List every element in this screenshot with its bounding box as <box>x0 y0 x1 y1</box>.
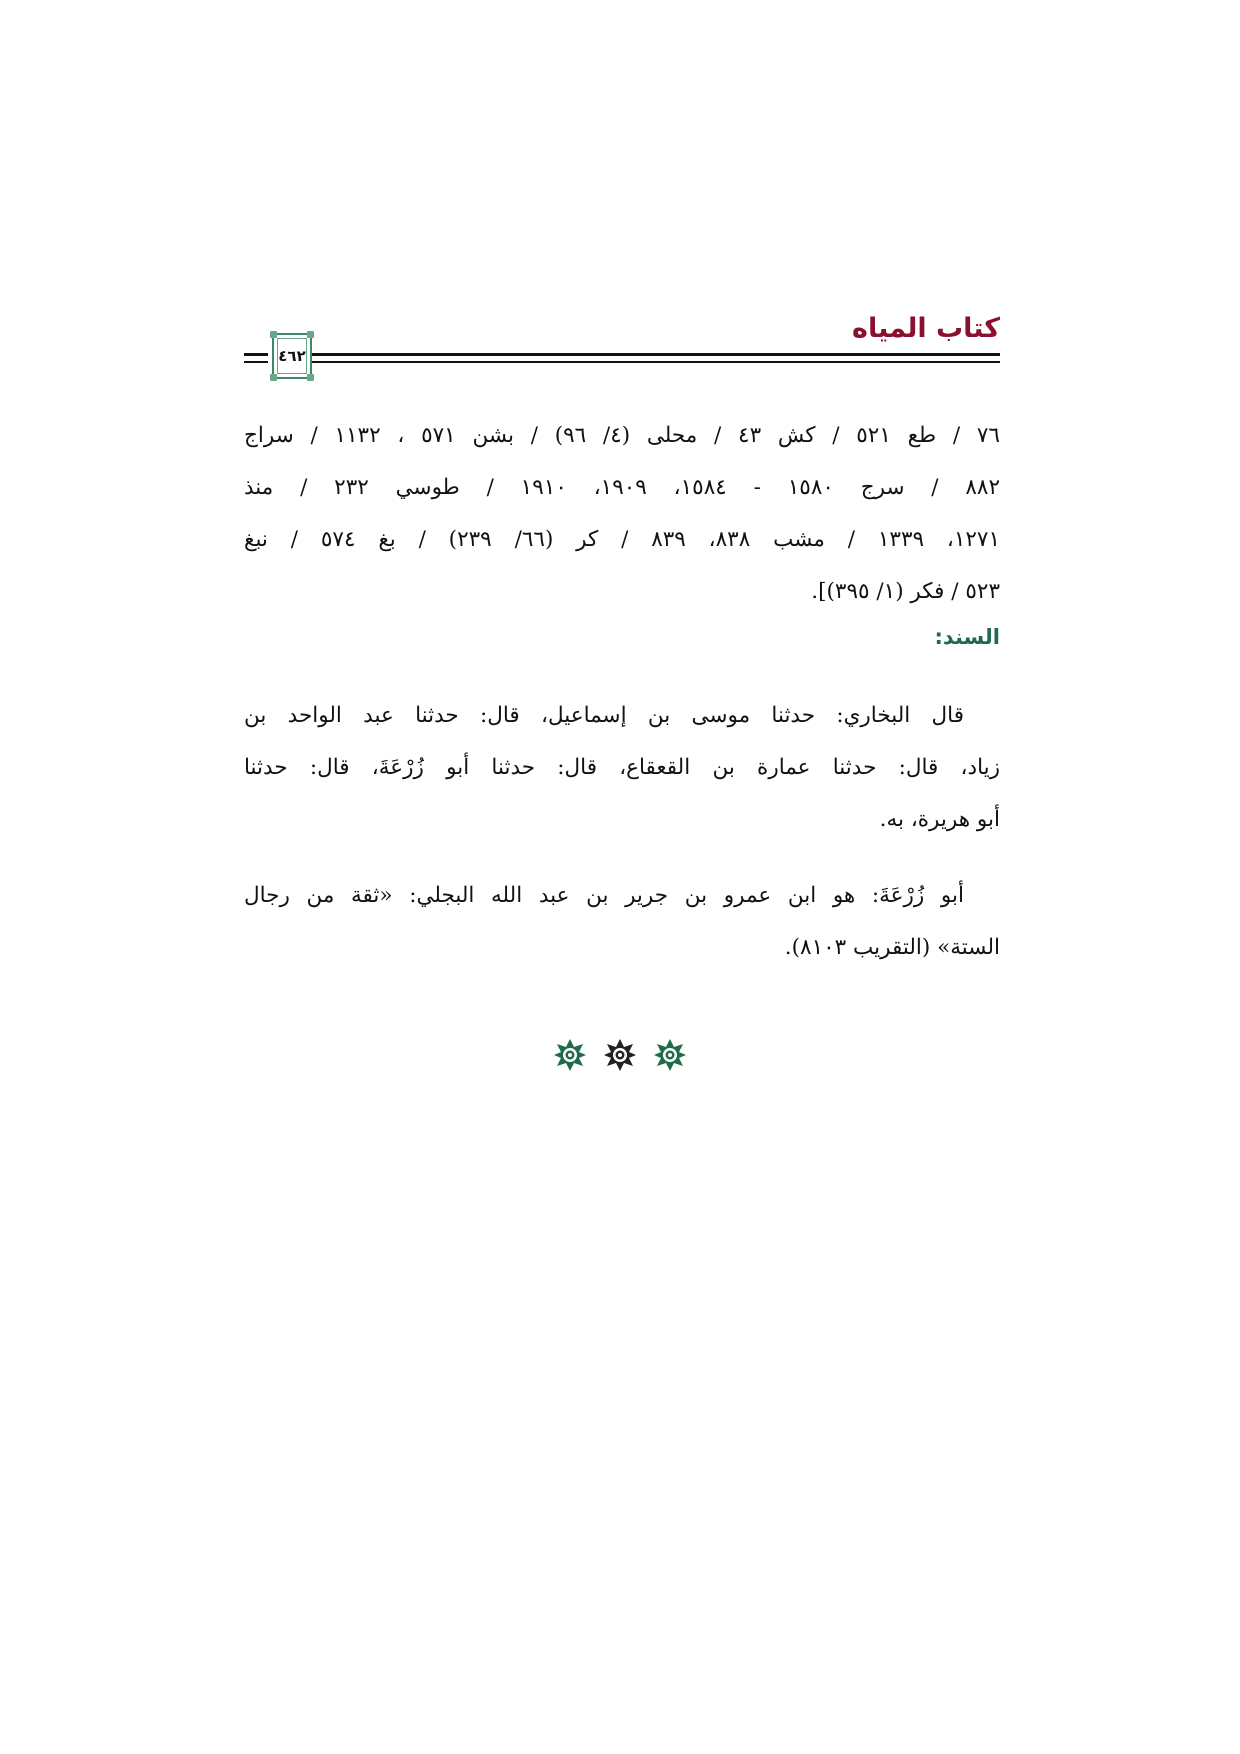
page-number: ٤٦٢ <box>278 347 306 365</box>
green-star-ornament-icon <box>653 1038 687 1072</box>
page-number-badge <box>272 333 312 379</box>
header-rule-top <box>310 353 1000 356</box>
reference-line: ٨٨٢ / سرج ١٥٨٠ - ١٥٨٤، ١٩٠٩، ١٩١٠ / طوسي ٢٣٢ / منذ <box>244 475 1001 500</box>
paragraph-line: زياد، قال: حدثنا عمارة بن القعقاع، قال: حدثنا أبو زُرْعَةَ، قال: حدثنا <box>244 755 1000 780</box>
header-rule-bottom-left <box>244 361 268 363</box>
paragraph-line: أبو زُرْعَةَ: هو ابن عمرو بن جرير بن عبد الله البجلي: «ثقة من رجال <box>244 883 964 908</box>
badge-corner-icon <box>307 374 314 381</box>
reference-line: ٧٦ / طع ٥٢١ / كش ٤٣ / محلى (٤/ ٩٦) / بشن ٥٧١ ، ١١٣٢ / سراج <box>244 423 1000 448</box>
reference-line: ١٢٧١، ١٣٣٩ / مشب ٨٣٨، ٨٣٩ / كر (٦٦/ ٢٣٩) / بغ ٥٧٤ / نبغ <box>244 527 1001 552</box>
green-star-ornament-icon <box>553 1038 587 1072</box>
paragraph-line: الستة» (التقريب ٨١٠٣). <box>784 935 1000 960</box>
running-title: كتاب المياه <box>852 313 1000 344</box>
references-block <box>244 410 1000 618</box>
black-star-ornament-icon <box>603 1038 637 1072</box>
header-rule-top-left <box>244 353 268 356</box>
reference-line: ٥٢٣ / فكر (١/ ٣٩٥)]. <box>811 579 1000 604</box>
paragraph-line: أبو هريرة، به. <box>879 807 1000 832</box>
paragraph-line: قال البخاري: حدثنا موسى بن إسماعيل، قال: حدثنا عبد الواحد بن <box>244 703 964 728</box>
badge-corner-icon <box>270 374 277 381</box>
section-end-ornaments <box>0 1038 1240 1072</box>
badge-corner-icon <box>270 331 277 338</box>
sanad-paragraph-2 <box>244 870 1000 974</box>
sanad-paragraph-1 <box>244 690 1000 846</box>
sanad-heading: السند: <box>934 625 1000 649</box>
badge-corner-icon <box>307 331 314 338</box>
header-rule-bottom <box>310 361 1000 363</box>
